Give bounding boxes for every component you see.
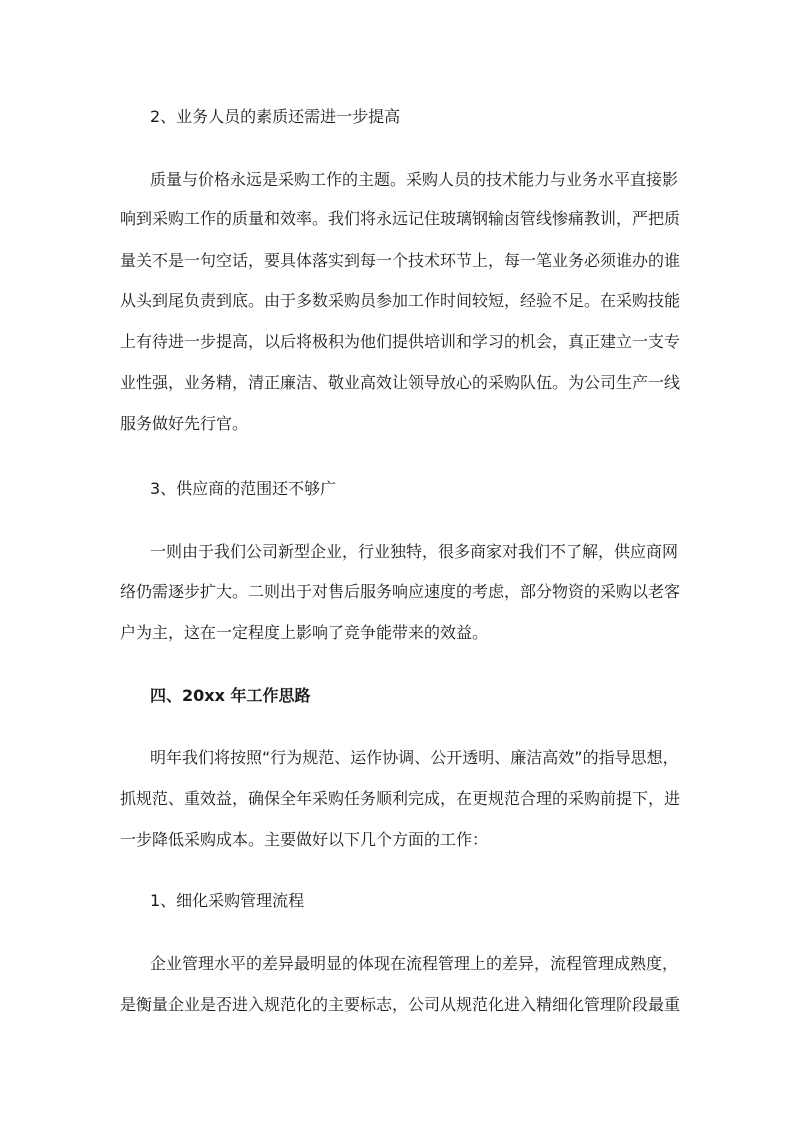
paragraph-line [0, 409, 794, 439]
line-text: 1、细化采购管理流程 [150, 891, 305, 910]
line-text: 企业管理水平的差异最明显的体现在流程管理上的差异，流程管理成熟度， [150, 954, 679, 973]
line-text: 量关不是一句空话，要具体落实到每一个技术环节上，每一笔业务必须谁办的谁 [120, 251, 681, 270]
paragraph-line [0, 618, 794, 648]
line-text: 一则由于我们公司新型企业，行业独特，很多商家对我们不了解，供应商网 [150, 542, 679, 561]
line-text: 质量与价格永远是采购工作的主题。采购人员的技术能力与业务水平直接影 [150, 170, 679, 189]
paragraph-line [0, 368, 794, 398]
line-text: 一步降低采购成本。主要做好以下几个方面的工作： [120, 830, 489, 849]
paragraph-line [0, 577, 794, 607]
subheading-supplier-range [0, 474, 794, 504]
paragraph-line [0, 949, 794, 979]
line-text: 3、供应商的范围还不够广 [150, 479, 337, 498]
line-text: 户为主，这在一定程度上影响了竞争能带来的效益。 [120, 623, 489, 642]
line-text: 四、20xx 年工作思路 [150, 686, 311, 705]
subheading-business-staff-quality [0, 102, 794, 132]
line-text: 络仍需逐步扩大。二则出于对售后服务响应速度的考虑，部分物资的采购以老客 [120, 582, 681, 601]
line-text: 上有待进一步提高，以后将极积为他们提供培训和学习的机会，真正建立一支专 [120, 332, 681, 351]
paragraph-line [0, 990, 794, 1020]
line-text: 响到采购工作的质量和效率。我们将永远记住玻璃钢输卤管线惨痛教训，严把质 [120, 209, 681, 228]
line-text: 抓规范、重效益，确保全年采购任务顺利完成，在更规范合理的采购前提下，进 [120, 789, 681, 808]
line-text: 是衡量企业是否进入规范化的主要标志，公司从规范化进入精细化管理阶段最重 [120, 995, 681, 1014]
line-text: 明年我们将按照“行为规范、运作协调、公开透明、廉洁高效”的指导思想， [150, 748, 679, 767]
paragraph-line [0, 537, 794, 567]
subheading-refine-procurement-process [0, 886, 794, 916]
paragraph-line [0, 286, 794, 316]
paragraph-line [0, 327, 794, 357]
line-text: 2、业务人员的素质还需进一步提高 [150, 107, 401, 126]
paragraph-line [0, 204, 794, 234]
line-text: 从头到尾负责到底。由于多数采购员参加工作时间较短，经验不足。在采购技能 [120, 291, 681, 310]
paragraph-line [0, 165, 794, 195]
paragraph-line [0, 246, 794, 276]
line-text: 业性强，业务精，清正廉洁、敬业高效让领导放心的采购队伍。为公司生产一线 [120, 373, 681, 392]
paragraph-line [0, 784, 794, 814]
line-text: 服务做好先行官。 [120, 414, 249, 433]
paragraph-line [0, 825, 794, 855]
section-heading-work-plan [0, 681, 794, 711]
paragraph-line [0, 743, 794, 773]
